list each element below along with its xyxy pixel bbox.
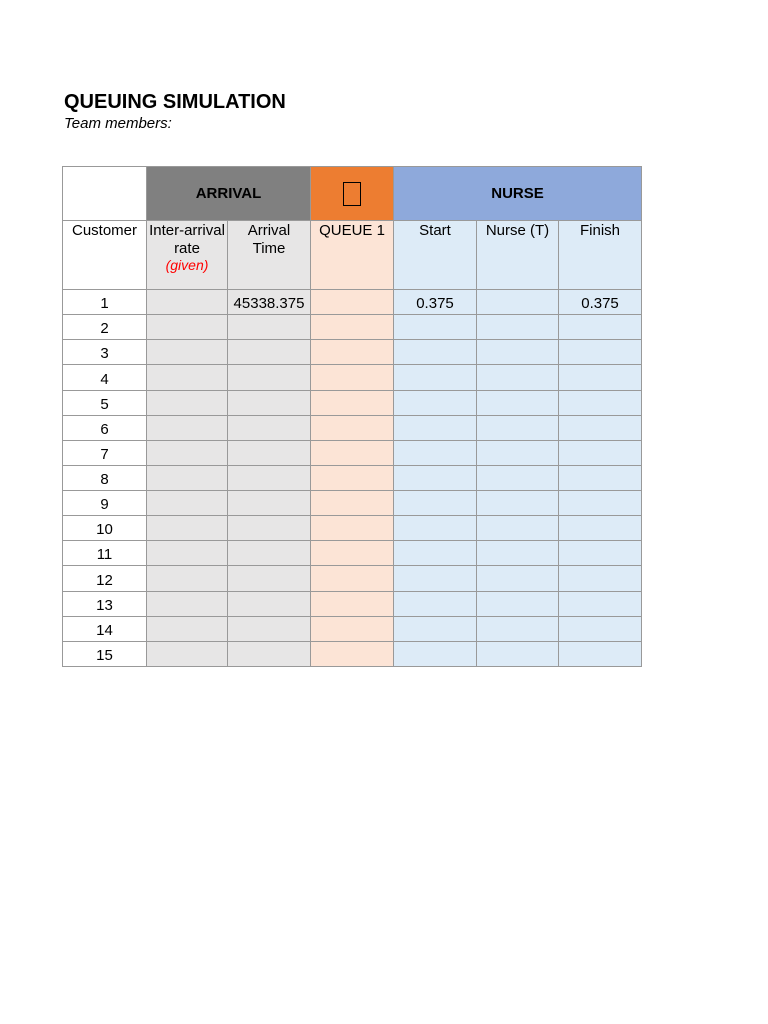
table-header (63, 167, 642, 290)
cell-arrival-time (228, 516, 311, 541)
missing-glyph-icon (343, 182, 361, 206)
cell-finish (559, 566, 642, 591)
nurse-group-header: NURSE (394, 167, 642, 221)
table-row (63, 440, 642, 465)
cell-queue-1 (311, 541, 394, 566)
table-row (63, 340, 642, 365)
cell-arrival-time (228, 465, 311, 490)
page-title: QUEUING SIMULATION (64, 91, 286, 113)
queue-group-header (311, 167, 394, 221)
table-row (63, 541, 642, 566)
col-header-arrival-time: Arrival Time (228, 221, 311, 290)
cell-inter-arrival (147, 566, 228, 591)
cell-finish (559, 340, 642, 365)
cell-finish (559, 641, 642, 666)
cell-inter-arrival (147, 340, 228, 365)
cell-nurse-t (477, 491, 559, 516)
cell-arrival-time (228, 566, 311, 591)
cell-finish (559, 541, 642, 566)
cell-inter-arrival (147, 415, 228, 440)
cell-customer: 1 (63, 290, 147, 315)
cell-queue-1 (311, 340, 394, 365)
cell-inter-arrival (147, 465, 228, 490)
cell-nurse-t (477, 340, 559, 365)
corner-cell (63, 167, 147, 221)
cell-customer: 12 (63, 566, 147, 591)
cell-finish: 0.375 (559, 290, 642, 315)
cell-customer: 6 (63, 415, 147, 440)
cell-start (394, 516, 477, 541)
cell-queue-1 (311, 440, 394, 465)
cell-inter-arrival (147, 315, 228, 340)
cell-start (394, 440, 477, 465)
cell-nurse-t (477, 465, 559, 490)
given-note: (given) (165, 257, 209, 273)
cell-customer: 7 (63, 440, 147, 465)
cell-finish (559, 516, 642, 541)
cell-queue-1 (311, 290, 394, 315)
table-row (63, 365, 642, 390)
cell-nurse-t (477, 290, 559, 315)
cell-customer: 13 (63, 591, 147, 616)
cell-queue-1 (311, 315, 394, 340)
cell-customer: 4 (63, 365, 147, 390)
cell-arrival-time (228, 315, 311, 340)
table-row (63, 465, 642, 490)
cell-finish (559, 491, 642, 516)
cell-finish (559, 315, 642, 340)
cell-inter-arrival (147, 641, 228, 666)
table-row (63, 616, 642, 641)
cell-nurse-t (477, 315, 559, 340)
cell-customer: 11 (63, 541, 147, 566)
cell-arrival-time (228, 641, 311, 666)
team-members-label: Team members: (64, 115, 172, 132)
table-row (63, 566, 642, 591)
cell-start (394, 365, 477, 390)
cell-customer: 9 (63, 491, 147, 516)
table-row (63, 315, 642, 340)
col-header-nurse-t: Nurse (T) (477, 221, 559, 290)
table-row (63, 641, 642, 666)
cell-arrival-time (228, 340, 311, 365)
cell-start (394, 315, 477, 340)
cell-start (394, 591, 477, 616)
cell-customer: 15 (63, 641, 147, 666)
cell-inter-arrival (147, 290, 228, 315)
cell-start (394, 566, 477, 591)
cell-start (394, 541, 477, 566)
table-row (63, 415, 642, 440)
cell-inter-arrival (147, 390, 228, 415)
cell-inter-arrival (147, 541, 228, 566)
queuing-table (62, 166, 642, 667)
table-row (63, 290, 642, 315)
cell-finish (559, 440, 642, 465)
group-header-row (63, 167, 642, 221)
cell-start (394, 616, 477, 641)
cell-inter-arrival (147, 365, 228, 390)
cell-nurse-t (477, 365, 559, 390)
table-row (63, 591, 642, 616)
col-header-finish: Finish (559, 221, 642, 290)
cell-inter-arrival (147, 440, 228, 465)
cell-arrival-time (228, 440, 311, 465)
col-header-start: Start (394, 221, 477, 290)
cell-queue-1 (311, 616, 394, 641)
cell-nurse-t (477, 415, 559, 440)
cell-inter-arrival (147, 616, 228, 641)
cell-nurse-t (477, 641, 559, 666)
cell-arrival-time (228, 390, 311, 415)
cell-customer: 10 (63, 516, 147, 541)
cell-customer: 14 (63, 616, 147, 641)
cell-queue-1 (311, 415, 394, 440)
cell-start (394, 465, 477, 490)
cell-queue-1 (311, 591, 394, 616)
cell-arrival-time (228, 541, 311, 566)
cell-nurse-t (477, 541, 559, 566)
table-row (63, 516, 642, 541)
cell-finish (559, 465, 642, 490)
cell-start (394, 340, 477, 365)
cell-queue-1 (311, 365, 394, 390)
cell-start (394, 641, 477, 666)
cell-finish (559, 390, 642, 415)
cell-arrival-time (228, 591, 311, 616)
arrival-group-header: ARRIVAL (147, 167, 311, 221)
cell-finish (559, 415, 642, 440)
cell-arrival-time (228, 415, 311, 440)
cell-start (394, 390, 477, 415)
cell-arrival-time (228, 365, 311, 390)
cell-nurse-t (477, 591, 559, 616)
cell-inter-arrival (147, 591, 228, 616)
cell-queue-1 (311, 566, 394, 591)
cell-queue-1 (311, 390, 394, 415)
cell-arrival-time (228, 491, 311, 516)
cell-start (394, 415, 477, 440)
cell-arrival-time (228, 616, 311, 641)
col-header-queue-1: QUEUE 1 (311, 221, 394, 290)
cell-finish (559, 365, 642, 390)
column-header-row (63, 221, 642, 290)
cell-queue-1 (311, 516, 394, 541)
cell-customer: 8 (63, 465, 147, 490)
cell-queue-1 (311, 491, 394, 516)
cell-inter-arrival (147, 491, 228, 516)
cell-inter-arrival (147, 516, 228, 541)
cell-start: 0.375 (394, 290, 477, 315)
cell-finish (559, 616, 642, 641)
cell-nurse-t (477, 440, 559, 465)
cell-customer: 5 (63, 390, 147, 415)
cell-finish (559, 591, 642, 616)
cell-nurse-t (477, 516, 559, 541)
cell-queue-1 (311, 641, 394, 666)
col-header-customer: Customer (63, 221, 147, 290)
cell-nurse-t (477, 566, 559, 591)
cell-queue-1 (311, 465, 394, 490)
table-row (63, 390, 642, 415)
cell-customer: 3 (63, 340, 147, 365)
col-header-inter-arrival (147, 221, 228, 290)
table-row (63, 491, 642, 516)
table-body (63, 290, 642, 667)
cell-nurse-t (477, 616, 559, 641)
cell-nurse-t (477, 390, 559, 415)
cell-start (394, 491, 477, 516)
cell-arrival-time: 45338.375 (228, 290, 311, 315)
col-header-inter-arrival-label: Inter-arrival rate (149, 222, 225, 257)
cell-customer: 2 (63, 315, 147, 340)
